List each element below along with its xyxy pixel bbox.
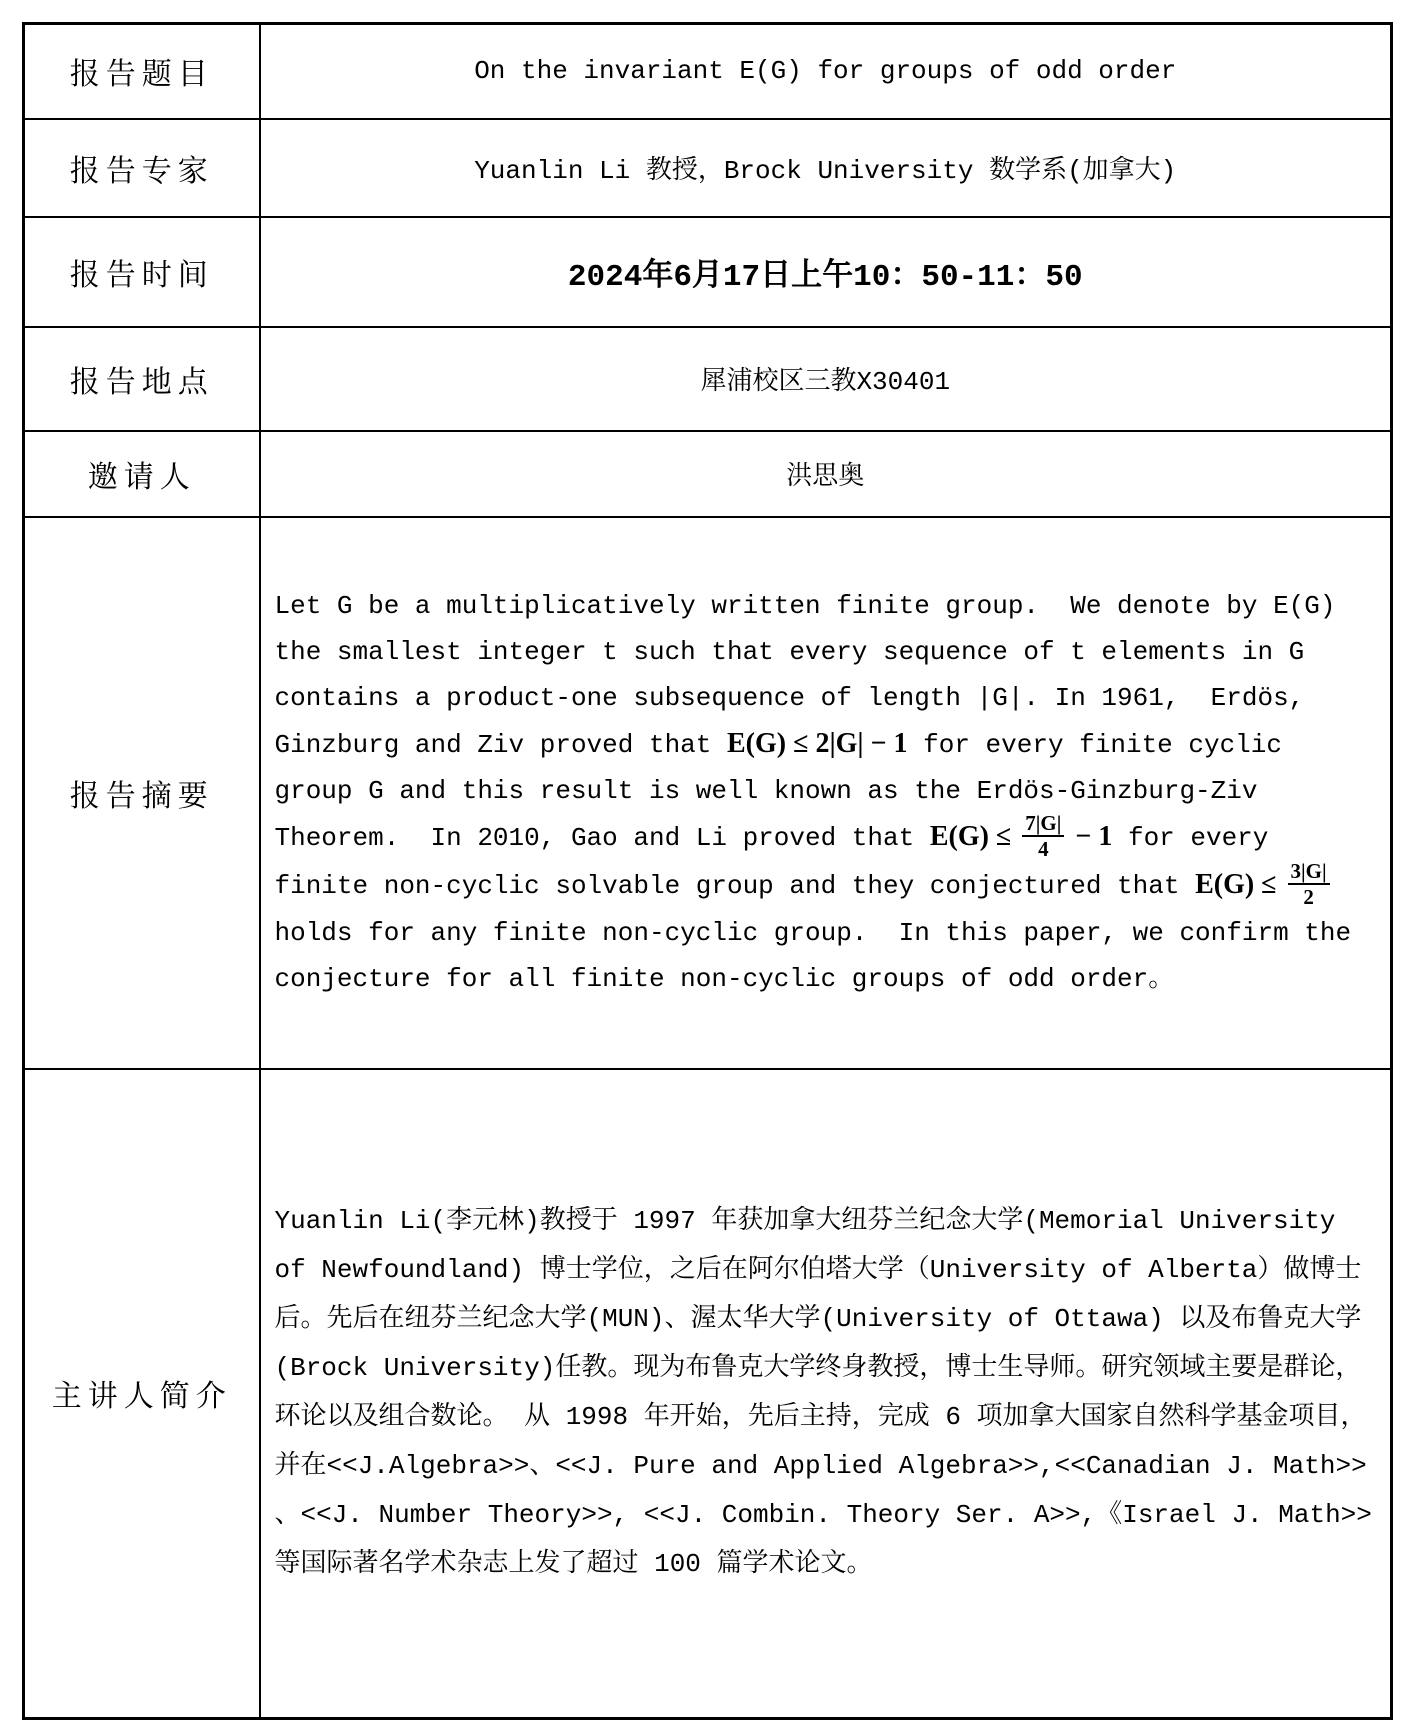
location-row bbox=[24, 327, 1392, 431]
talk-title-row bbox=[24, 24, 1392, 119]
talk-title-label: 报告题目 bbox=[24, 24, 260, 119]
abstract-text: holds for any finite non-cyclic group. In this paper, we confirm the conjecture for all finite non-cyclic groups of odd order。 bbox=[274, 871, 1367, 995]
bio-content: Yuanlin Li(李元林)教授于 1997 年获加拿大纽芬兰纪念大学(Memorial University of Newfoundland) 博士学位，之后在阿尔伯塔大学（University of Alberta）做博士后。先后在纽芬兰纪念大学(MUN)、渥太华大学(University of Ottawa) 以及布鲁克大学(Brock University)任教。现为布鲁克大学终身教授，博士生导师。研究领域主要是群论，环论以及组合数论。 从 1998 年开始，先后主持，完成 6 项加拿大国家自然科学基金项目，并在<<J.Algebra>>、<<J. Pure and Applied Algebra>>,<<Canadian J. Math>> 、<<J. Number Theory>>, <<J. Combin. Theory Ser. A>>,《Israel J. Math>>等国际著名学术杂志上发了超过 100 篇学术论文。 bbox=[260, 1069, 1392, 1719]
bio-row bbox=[24, 1069, 1392, 1719]
inviter-value: 洪思奥 bbox=[260, 431, 1392, 517]
abstract-text: for every finite cyclic group G and this result is well known as the Erdös-Ginzburg-Ziv Theorem. In 2010, Gao and Li proved that bbox=[274, 729, 1298, 853]
talk-title-value: On the invariant E(G) for groups of odd order bbox=[260, 24, 1392, 119]
seminar-table bbox=[22, 22, 1393, 1720]
speaker-label: 报告专家 bbox=[24, 119, 260, 217]
time-value: 2024年6月17日上午10：50-11：50 bbox=[260, 217, 1392, 327]
abstract-content bbox=[260, 517, 1392, 1069]
abstract-text: Let G be a multiplicatively written finite group. We denote by E(G) the smallest integer t such that every sequence of t elements in G contains a product-one subsequence of length |G|. In 1961, Erdös, Ginzburg and Ziv proved that bbox=[274, 590, 1352, 760]
time-row bbox=[24, 217, 1392, 327]
speaker-row bbox=[24, 119, 1392, 217]
formula-text: E(G) ≤ bbox=[929, 820, 1019, 852]
time-label: 报告时间 bbox=[24, 217, 260, 327]
location-value: 犀浦校区三教X30401 bbox=[260, 327, 1392, 431]
formula-text: − 1 bbox=[1068, 820, 1113, 852]
location-label: 报告地点 bbox=[24, 327, 260, 431]
formula-text: E(G) ≤ 2|G| − 1 bbox=[726, 727, 908, 759]
bio-label: 主讲人简介 bbox=[24, 1069, 260, 1719]
abstract-row bbox=[24, 517, 1392, 1069]
abstract-label: 报告摘要 bbox=[24, 517, 260, 1069]
speaker-value: Yuanlin Li 教授，Brock University 数学系(加拿大) bbox=[260, 119, 1392, 217]
fraction: $\frac{7|G|}{4}$ bbox=[1022, 812, 1064, 860]
abstract-text: for every finite non-cyclic solvable group and they conjectured that bbox=[274, 822, 1284, 901]
inviter-label: 邀请人 bbox=[24, 431, 260, 517]
fraction: $\frac{3|G|}{2}$ bbox=[1288, 860, 1330, 908]
formula-text: E(G) ≤ bbox=[1195, 869, 1284, 900]
inviter-row bbox=[24, 431, 1392, 517]
